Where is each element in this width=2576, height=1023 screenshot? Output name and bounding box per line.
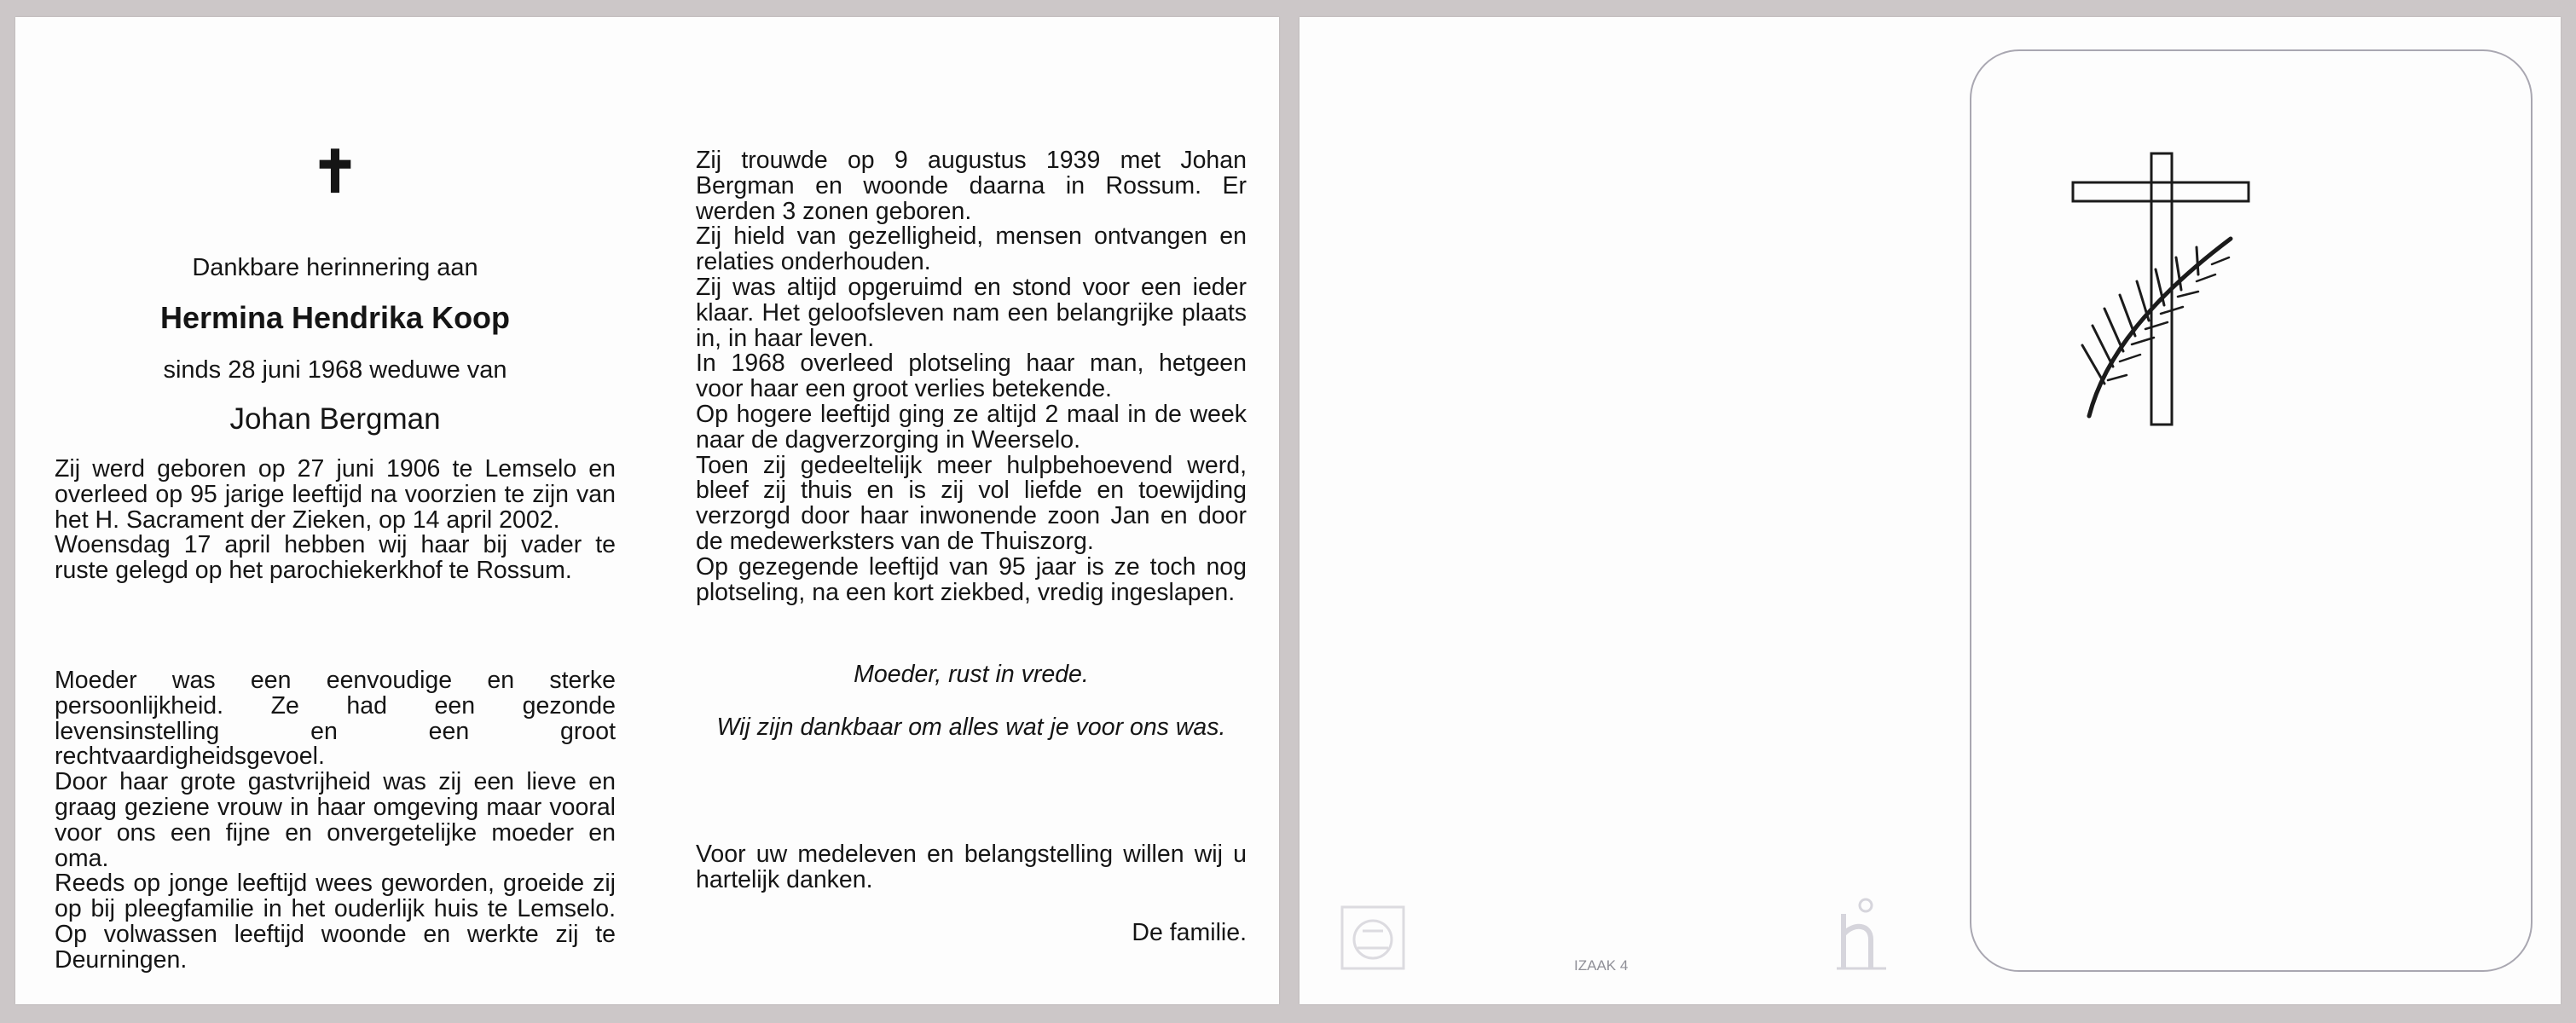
cross-with-palm-icon: [2070, 128, 2258, 426]
widow-line: sinds 28 juni 1968 weduwe van: [163, 356, 507, 384]
life-paragraph: Toen zij gedeeltelijk meer hulpbehoevend werd, bleef zij thuis en is zij vol liefde en toewijding verzorgd door haar inwonende zoon Jan en door de medewerksters van de Thuiszorg.: [696, 451, 1247, 555]
signature: De familie.: [1132, 919, 1247, 946]
printer-logo-icon: [1833, 897, 1893, 974]
bio-paragraph: Zij werd geboren op 27 juni 1906 te Lemselo en overleed op 95 jarige leeftijd na voorzien te zijn van het H. Sacrament der Zieken, op 14 april 2002.: [55, 455, 616, 534]
life-paragraph: Op hogere leeftijd ging ze altijd 2 maal in de week naar de dagverzorging in Weerselo.: [696, 400, 1247, 454]
husband-name: Johan Bergman: [229, 402, 441, 436]
character-paragraph: Reeds op jonge leeftijd wees geworden, groeide zij op bij pleegfamilie in het ouderlijk huis te Lemselo. Op volwassen leeftijd woonde en werkte zij te Deurningen.: [55, 870, 616, 974]
life-paragraph: Op gezegende leeftijd van 95 jaar is ze toch nog plotseling, na een kort ziekbed, vredig ingeslapen.: [696, 552, 1247, 606]
left-page: [15, 17, 1279, 1004]
rest-in-peace-line: Moeder, rust in vrede.: [854, 661, 1089, 688]
character-paragraph: Moeder was een eenvoudige en sterke persoonlijkheid. Ze had een gezonde levensinstelling en een groot rechtvaardigheidsgevoel.: [55, 667, 616, 771]
printer-emblem-icon: [1339, 904, 1407, 972]
right-page: [1300, 17, 2561, 1004]
printer-code: IZAAK 4: [1574, 957, 1629, 974]
intro-text: Dankbare herinnering aan: [192, 254, 478, 281]
life-paragraph: Zij hield van gezelligheid, mensen ontvangen en relaties onderhouden.: [696, 223, 1247, 276]
character-text: [55, 668, 616, 974]
character-paragraph: Door haar grote gastvrijheid was zij een lieve en graag geziene vrouw in haar omgeving maar vooral voor ons een fijne en onvergetelijke moeder en oma.: [55, 768, 616, 872]
grateful-line: Wij zijn dankbaar om alles wat je voor ons was.: [716, 714, 1226, 741]
deceased-name: Hermina Hendrika Koop: [159, 300, 511, 335]
thanks-text: Voor uw medeleven en belangstelling willen wij u hartelijk danken.: [696, 841, 1247, 893]
cross-icon: ✝: [310, 140, 360, 205]
life-text: [696, 148, 1247, 605]
life-paragraph: Zij trouwde op 9 augustus 1939 met Johan Bergman en woonde daarna in Rossum. Er werden 3 zonen geboren.: [696, 147, 1247, 225]
life-paragraph: Zij was altijd opgeruimd en stond voor een ieder klaar. Het geloofsleven nam een belangrijke plaats in, in haar leven.: [696, 273, 1247, 352]
biography-text: [55, 457, 616, 584]
life-paragraph: In 1968 overleed plotseling haar man, hetgeen voor haar een groot verlies betekende.: [696, 350, 1247, 403]
bio-paragraph: Woensdag 17 april hebben wij haar bij vader te ruste gelegd op het parochiekerkhof te Rossum.: [55, 531, 616, 585]
